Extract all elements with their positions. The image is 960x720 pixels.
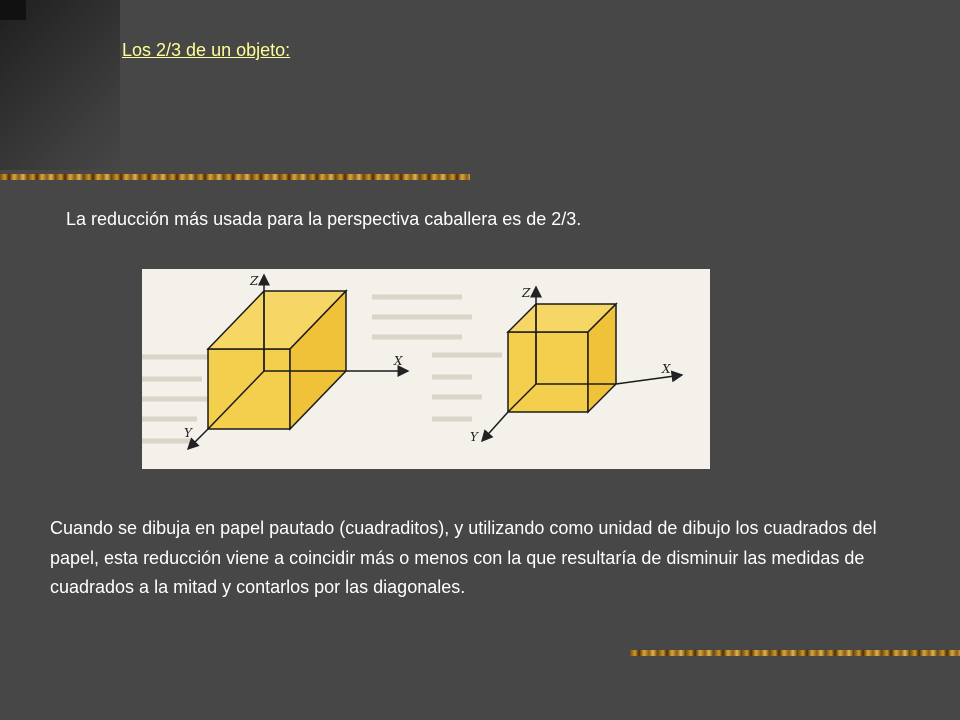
decorative-bar-top [0, 174, 470, 180]
corner-shade [0, 0, 120, 170]
right-axis-y-label: Y [470, 430, 478, 444]
right-axis-x-label: X [662, 362, 671, 376]
left-axis-x-label: X [394, 354, 403, 368]
right-cube [482, 287, 682, 441]
cube-drawings [142, 269, 710, 469]
body-paragraph: Cuando se dibuja en papel pautado (cuadraditos), y utilizando como unidad de dibujo los cuadrados del papel, esta reducción viene a coincidir más o menos con la que resultaría de disminuir las medidas de cuadrados a la mitad y contarlos por las diagonales. [50, 518, 877, 597]
left-axis-z-label: Z [250, 274, 259, 288]
left-cube [188, 275, 408, 449]
right-axis-z-label: Z [522, 286, 531, 300]
intro-text: La reducción más usada para la perspectiva caballera es de 2/3. [66, 209, 582, 229]
corner-block [0, 0, 26, 20]
left-axis-y-label: Y [184, 426, 192, 440]
decorative-bar-bottom [630, 650, 960, 656]
slide-title: Los 2/3 de un objeto: [122, 40, 291, 60]
right-x-axis [616, 375, 682, 384]
right-y-axis [482, 412, 508, 441]
cube-figure [142, 269, 710, 469]
